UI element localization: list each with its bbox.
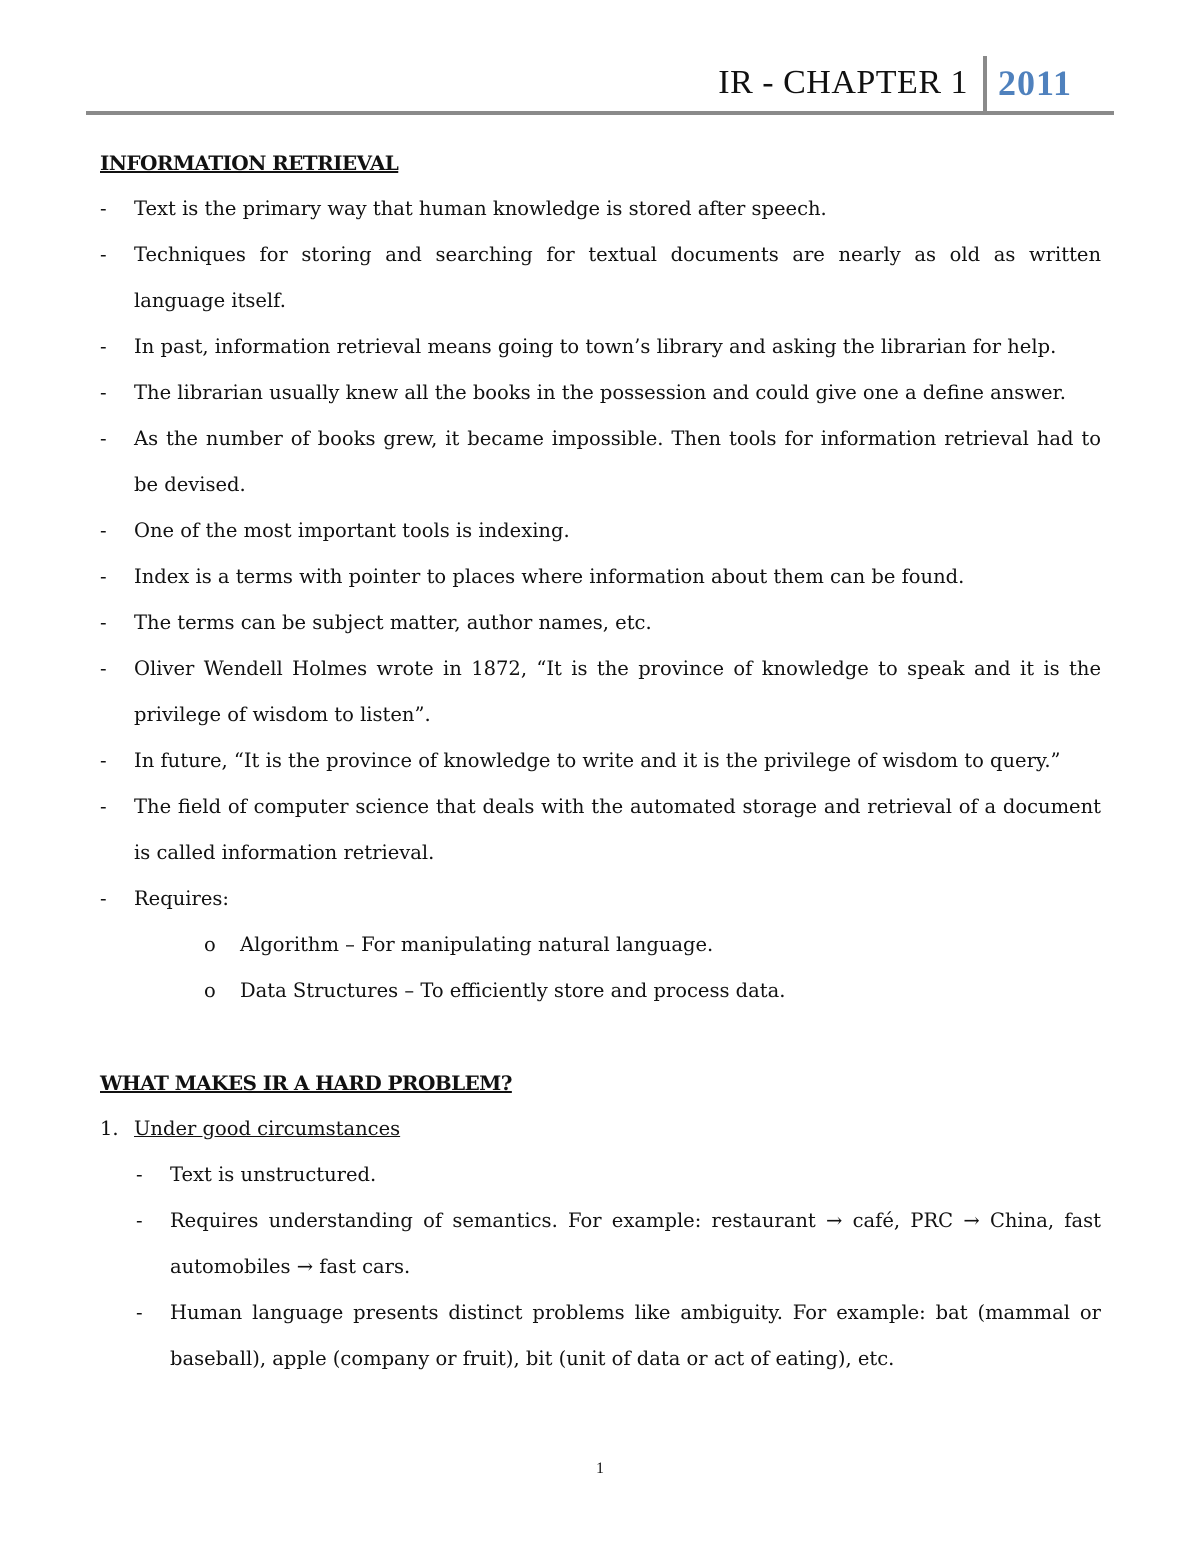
dash-marker: -	[100, 887, 107, 910]
bullet-text: The librarian usually knew all the books in the possession and could give one a define answer.	[134, 381, 1066, 404]
bullet-text: Requires:	[134, 887, 229, 910]
bullet-text: Techniques for storing and searching for textual documents are nearly as old as written language itself.	[134, 243, 1101, 312]
bullet-item	[100, 784, 1101, 876]
bullet-text: Oliver Wendell Holmes wrote in 1872, “It is the province of knowledge to speak and it is the privilege of wisdom to listen”.	[134, 657, 1101, 726]
page-number: 1	[596, 1460, 604, 1477]
bullet-text: As the number of books grew, it became impossible. Then tools for information retrieval had to be devised.	[134, 427, 1101, 496]
document-body	[100, 140, 1101, 1382]
dash-marker: -	[100, 519, 107, 542]
bullet-text: Text is unstructured.	[170, 1163, 377, 1186]
bullet-item	[100, 646, 1101, 738]
dash-marker: -	[100, 749, 107, 772]
bullet-text: The terms can be subject matter, author names, etc.	[134, 611, 652, 634]
bullet-text: Human language presents distinct problems like ambiguity. For example: bat (mammal or baseball), apple (company or fruit), bit (unit of data or act of eating), etc.	[170, 1301, 1101, 1370]
dash-marker: -	[100, 243, 107, 266]
bullet-text: In past, information retrieval means going to town’s library and asking the librarian for help.	[134, 335, 1057, 358]
section-heading-hard-problem: WHAT MAKES IR A HARD PROBLEM?	[100, 1071, 512, 1095]
bullet-item	[100, 600, 1101, 646]
dash-marker: -	[100, 427, 107, 450]
dash-marker: -	[100, 657, 107, 680]
dash-marker: -	[136, 1209, 143, 1232]
bullet-item	[100, 1198, 1101, 1290]
sub-list-item	[100, 968, 1101, 1014]
sub-item-text: Data Structures – To efficiently store and process data.	[240, 979, 786, 1002]
section-heading-information-retrieval: INFORMATION RETRIEVAL	[100, 151, 399, 175]
bullet-text: In future, “It is the province of knowledge to write and it is the privilege of wisdom to query.”	[134, 749, 1061, 772]
spacer	[100, 1014, 1101, 1060]
dash-marker: -	[100, 197, 107, 220]
bullet-item	[100, 1152, 1101, 1198]
circle-marker: o	[204, 979, 216, 1002]
header-rule	[86, 111, 1114, 115]
dash-marker: -	[100, 565, 107, 588]
numbered-item	[100, 1106, 1101, 1152]
page-header	[86, 56, 1114, 118]
header-title: IR - CHAPTER 1	[718, 64, 968, 101]
item-label: Under good circumstances	[134, 1117, 401, 1140]
sub-item-text: Algorithm – For manipulating natural language.	[240, 933, 714, 956]
bullet-item	[100, 738, 1101, 784]
bullet-item	[100, 232, 1101, 324]
dash-marker: -	[136, 1163, 143, 1186]
bullet-text: Text is the primary way that human knowledge is stored after speech.	[134, 197, 827, 220]
bullet-text: The field of computer science that deals with the automated storage and retrieval of a document is called information retrieval.	[134, 795, 1101, 864]
bullet-text: One of the most important tools is indexing.	[134, 519, 570, 542]
bullet-item	[100, 186, 1101, 232]
bullet-text: Index is a terms with pointer to places where information about them can be found.	[134, 565, 965, 588]
bullet-item	[100, 876, 1101, 922]
dash-marker: -	[100, 381, 107, 404]
circle-marker: o	[204, 933, 216, 956]
bullet-text: Requires understanding of semantics. For example: restaurant → café, PRC → China, fast automobiles → fast cars.	[170, 1209, 1101, 1278]
header-year: 2011	[998, 63, 1073, 103]
bullet-item	[100, 508, 1101, 554]
header-vertical-divider	[983, 56, 987, 114]
bullet-item	[100, 416, 1101, 508]
bullet-item	[100, 370, 1101, 416]
dash-marker: -	[136, 1301, 143, 1324]
bullet-item	[100, 324, 1101, 370]
dash-marker: -	[100, 335, 107, 358]
item-number: 1.	[100, 1117, 119, 1140]
dash-marker: -	[100, 795, 107, 818]
bullet-item	[100, 1290, 1101, 1382]
sub-list-item	[100, 922, 1101, 968]
dash-marker: -	[100, 611, 107, 634]
bullet-item	[100, 554, 1101, 600]
